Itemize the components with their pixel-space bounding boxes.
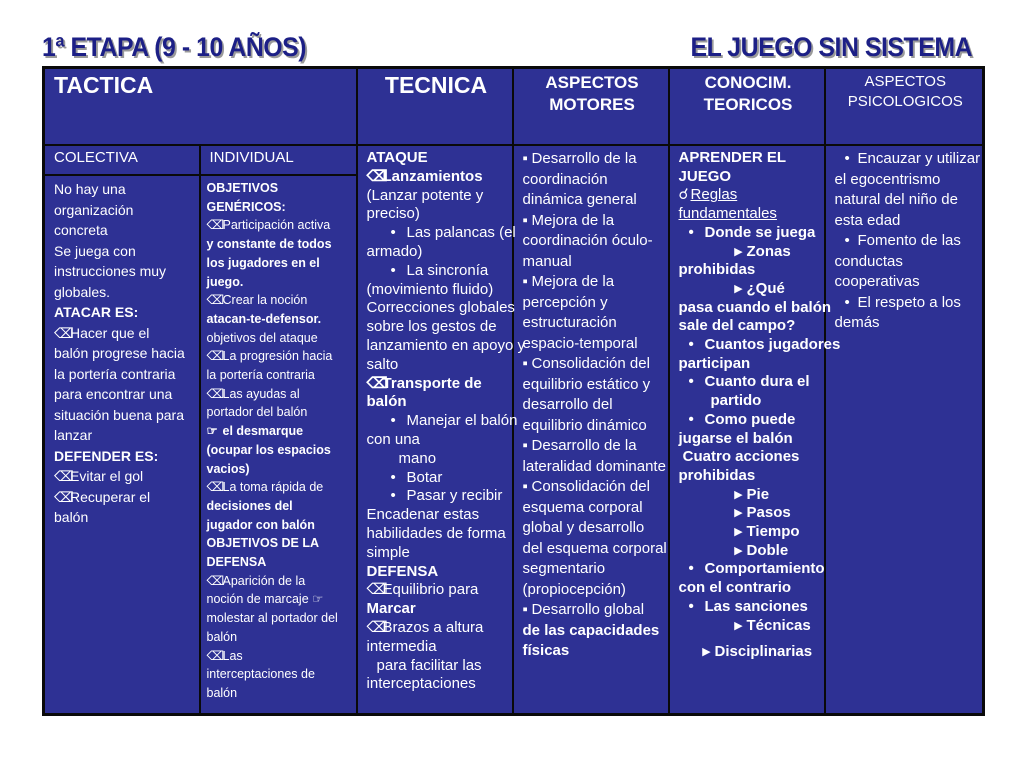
text-line: objetivos del ataque [206, 330, 318, 345]
text-line: Desarrollo de la [531, 150, 637, 167]
text-line: atacan-te-defensor. [206, 311, 322, 326]
text-line: los jugadores en el [206, 255, 320, 270]
text-line: lanzamiento en apoyo y [366, 336, 525, 354]
text-line: El respeto a los [857, 293, 961, 311]
pointer-hand-icon: ☞ [312, 592, 324, 607]
square-bullet-icon: ▪ [522, 273, 528, 290]
text-line: salto [366, 355, 399, 373]
text-line: DEFENSA [206, 555, 267, 570]
text-line: segmentario [522, 560, 606, 577]
text-line: Cuanto dura el [704, 373, 810, 391]
text-line: noción de marcaje [206, 592, 309, 607]
text-line: coordinación óculo- [522, 232, 653, 249]
triangle-bullet-icon: ▸ [734, 279, 743, 297]
text-line: balón [366, 393, 407, 411]
erase-arrow-icon: ⌫ [206, 648, 225, 663]
text-line: Las palancas (el [406, 224, 516, 242]
text-line: pasa cuando el balón [678, 298, 832, 316]
text-line: balón progrese hacia [54, 345, 185, 361]
text-line: Mejora de la [531, 211, 615, 229]
erase-arrow-icon: ⌫ [206, 386, 225, 401]
text-line: Hacer que el [70, 324, 150, 341]
text-line: portador del balón [206, 405, 308, 420]
text-line: lateralidad dominante [522, 457, 666, 475]
header-aspectos-psicologicos [825, 68, 984, 146]
text-line: Las [222, 648, 243, 663]
text-line: Encadenar estas [366, 506, 480, 524]
text-line: dinámica general [522, 191, 637, 208]
square-bullet-icon: ▪ [522, 211, 528, 229]
text-line: el egocentrismo [834, 170, 941, 188]
text-line: sobre los gestos de [366, 318, 497, 336]
text-line: Evitar el gol [70, 468, 144, 484]
header-line: TEORICOS [703, 95, 793, 114]
text-line: Disciplinarias [714, 643, 813, 661]
text-line: Lanzamientos [382, 167, 483, 185]
text-line: Aparición de la [222, 573, 306, 588]
text-line: OBJETIVOS [206, 181, 279, 195]
text-line: Las sanciones [704, 597, 808, 615]
text-line: cooperativas [834, 273, 920, 290]
text-line: La toma rápida de [222, 480, 324, 495]
text-line: Como puede [704, 410, 796, 428]
text-line: ATACAR ES: [54, 304, 139, 320]
triangle-bullet-icon: ▸ [734, 485, 743, 503]
header-line: CONOCIM. [704, 73, 792, 92]
text-line: Cuatro acciones [678, 448, 800, 466]
square-bullet-icon: ▪ [522, 150, 528, 167]
erase-arrow-icon: ⌫ [206, 218, 225, 233]
text-line: Mejora de la [531, 273, 615, 290]
text-line: JUEGO [678, 167, 732, 185]
text-line: partido [710, 392, 762, 410]
text-line: concreta [54, 222, 108, 238]
text-line: de las capacidades [522, 621, 660, 639]
text-line: equilibrio dinámico [522, 416, 647, 434]
text-line: Técnicas [746, 616, 811, 634]
cell-conocim-teoricos [669, 145, 841, 715]
game-title: EL JUEGO SIN SISTEMA [690, 32, 972, 62]
triangle-bullet-icon: ▸ [734, 616, 743, 634]
text-line: (movimiento fluido) [366, 280, 494, 298]
erase-arrow-icon: ⌫ [366, 618, 388, 636]
text-line: Comportamiento [704, 560, 825, 578]
text-line: Pasar y recibir [406, 487, 503, 505]
header-aspectos-motores [513, 68, 669, 146]
text-line: para facilitar las [376, 656, 482, 674]
subheader-individual: INDIVIDUAL [200, 145, 357, 175]
cell-aspectos-psicologicos [825, 145, 984, 715]
text-line: Encauzar y utilizar [857, 150, 981, 167]
cell-individual [200, 175, 357, 715]
text-line: preciso) [366, 205, 420, 223]
text-line: Fomento de las [857, 232, 961, 249]
text-line: armado) [366, 242, 423, 260]
erase-arrow-icon: ⌫ [206, 573, 225, 588]
text-line: No hay una [54, 181, 126, 197]
text-line: APRENDER EL [678, 149, 787, 166]
text-line: Reglas [690, 186, 738, 204]
square-bullet-icon: ▪ [522, 437, 528, 454]
text-line: jugador con balón [206, 517, 315, 532]
round-bullet-icon: • [688, 336, 694, 354]
text-line: Participación activa [222, 218, 331, 233]
text-line: decisiones del [206, 498, 293, 513]
erase-arrow-icon: ⌫ [206, 293, 225, 308]
round-bullet-icon: • [390, 412, 396, 430]
erase-arrow-icon: ⌫ [366, 167, 388, 185]
phone-icon: ☌ [678, 186, 689, 204]
text-line: estructuración [522, 314, 617, 331]
text-line: el desmarque [222, 424, 304, 439]
text-line: Transporte de [382, 374, 482, 392]
erase-arrow-icon: ⌫ [206, 349, 225, 364]
triangle-bullet-icon: ▸ [702, 643, 711, 661]
square-bullet-icon: ▪ [522, 478, 528, 495]
erase-arrow-icon: ⌫ [54, 324, 74, 341]
text-line: vacios) [206, 461, 250, 476]
text-line: prohibidas [678, 466, 756, 484]
round-bullet-icon: • [844, 232, 850, 249]
text-line: mano [398, 449, 437, 467]
text-line: DEFENSA [366, 562, 439, 580]
text-line: Zonas [746, 242, 791, 260]
text-line: Consolidación del [531, 478, 650, 495]
text-line: Correcciones globales [366, 299, 515, 317]
text-line: OBJETIVOS DE LA [206, 536, 320, 551]
round-bullet-icon: • [688, 597, 694, 615]
square-bullet-icon: ▪ [522, 601, 528, 618]
text-line: Marcar [366, 600, 416, 618]
text-line: instrucciones muy [54, 263, 167, 279]
erase-arrow-icon: ⌫ [54, 468, 74, 484]
triangle-bullet-icon: ▸ [734, 541, 743, 559]
text-line: la portería contraria [206, 368, 315, 383]
text-line: y constante de todos [206, 237, 332, 252]
text-line: Doble [746, 541, 789, 559]
round-bullet-icon: • [688, 373, 694, 391]
text-line: manual [522, 252, 572, 270]
cell-tecnica [357, 145, 525, 715]
round-bullet-icon: • [390, 468, 396, 486]
text-line: balón [206, 629, 238, 644]
text-line: Desarrollo global [531, 601, 645, 618]
text-line: (ocupar los espacios [206, 442, 331, 457]
text-line: jugarse el balón [678, 429, 793, 447]
text-line: Brazos a altura [382, 618, 484, 636]
triangle-bullet-icon: ▸ [734, 523, 743, 541]
text-line: esta edad [834, 211, 901, 229]
text-line: lanzar [54, 427, 93, 443]
text-line: GENÉRICOS: [206, 199, 286, 214]
text-line: (Lanzar potente y [366, 186, 484, 204]
text-line: habilidades de forma [366, 524, 506, 542]
triangle-bullet-icon: ▸ [734, 504, 743, 522]
text-line: prohibidas [678, 261, 756, 279]
text-line: La sincronía [406, 261, 489, 279]
text-line: Pasos [746, 504, 791, 522]
text-line: ¿Qué [746, 279, 785, 297]
text-line: interceptaciones [366, 675, 476, 693]
text-line: ATAQUE [366, 149, 428, 166]
text-line: intermedia [366, 637, 437, 655]
cell-aspectos-motores [513, 145, 669, 715]
round-bullet-icon: • [844, 150, 850, 167]
text-line: equilibrio estático y [522, 375, 651, 393]
erase-arrow-icon: ⌫ [366, 581, 388, 599]
round-bullet-icon: • [688, 223, 694, 241]
text-line: para encontrar una [54, 386, 173, 402]
curriculum-table [42, 66, 985, 716]
text-line: espacio-temporal [522, 334, 638, 352]
pointer-hand-icon: ☞ [206, 424, 218, 439]
text-line: Desarrollo de la [531, 437, 637, 454]
text-line: (propiocepción) [522, 580, 626, 598]
stage-title: 1ª ETAPA (9 - 10 AÑOS) [42, 32, 307, 62]
text-line: participan [678, 354, 751, 372]
text-line: Recuperar el [70, 488, 151, 505]
text-line: con el contrario [678, 579, 792, 597]
text-line: desarrollo del [522, 396, 613, 413]
text-line: interceptaciones de [206, 667, 315, 682]
text-line: Crear la noción [222, 293, 308, 308]
header-line: MOTORES [549, 95, 635, 114]
text-line: percepción y [522, 293, 608, 311]
text-line: Consolidación del [531, 355, 650, 372]
text-line: balón [206, 685, 238, 700]
header-line: PSICOLOGICOS [847, 93, 963, 110]
header-tecnica: TECNICA [357, 68, 513, 146]
text-line: La progresión hacia [222, 349, 333, 364]
erase-arrow-icon: ⌫ [206, 480, 225, 495]
text-line: la portería contraria [54, 365, 176, 382]
round-bullet-icon: • [688, 410, 694, 428]
text-line: Las ayudas al [222, 386, 300, 401]
text-line: coordinación [522, 170, 608, 188]
erase-arrow-icon: ⌫ [366, 374, 388, 392]
text-line: global y desarrollo [522, 519, 645, 536]
text-line: molestar al portador del [206, 611, 338, 626]
erase-arrow-icon: ⌫ [54, 488, 74, 505]
cell-colectiva [44, 175, 200, 715]
text-line: esquema corporal [522, 498, 643, 516]
text-line: con una [366, 430, 420, 448]
round-bullet-icon: • [688, 560, 694, 578]
text-line: Tiempo [746, 523, 800, 541]
text-line: organización [54, 201, 134, 218]
square-bullet-icon: ▪ [522, 355, 528, 372]
text-line: simple [366, 543, 410, 561]
text-line: conductas [834, 252, 903, 270]
round-bullet-icon: • [390, 487, 396, 505]
text-line: situación buena para [54, 406, 184, 423]
text-line: Pie [746, 485, 770, 503]
round-bullet-icon: • [844, 293, 850, 311]
round-bullet-icon: • [390, 261, 396, 279]
text-line: fundamentales [678, 205, 777, 223]
text-line: Donde se juega [704, 223, 816, 241]
header-line: ASPECTOS [864, 73, 946, 90]
text-line: físicas [522, 642, 570, 659]
round-bullet-icon: • [390, 224, 396, 242]
text-line: juego. [206, 274, 244, 289]
text-line: natural del niño de [834, 191, 958, 208]
text-line: globales. [54, 283, 111, 300]
text-line: DEFENDER ES: [54, 447, 159, 464]
text-line: Equilibrio para [382, 581, 479, 599]
text-line: Botar [406, 468, 443, 486]
text-line: Se juega con [54, 242, 136, 259]
text-line: del esquema corporal [522, 539, 667, 557]
subheader-colectiva: COLECTIVA [44, 145, 200, 175]
text-line: demás [834, 314, 880, 331]
header-tactica: TACTICA [44, 68, 357, 146]
text-line: Manejar el balón [406, 412, 518, 430]
header-line: ASPECTOS [545, 73, 639, 92]
text-line: Cuantos jugadores [704, 336, 841, 354]
header-conocim-teoricos [669, 68, 825, 146]
text-line: balón [54, 509, 89, 525]
triangle-bullet-icon: ▸ [734, 242, 743, 260]
text-line: sale del campo? [678, 317, 796, 335]
